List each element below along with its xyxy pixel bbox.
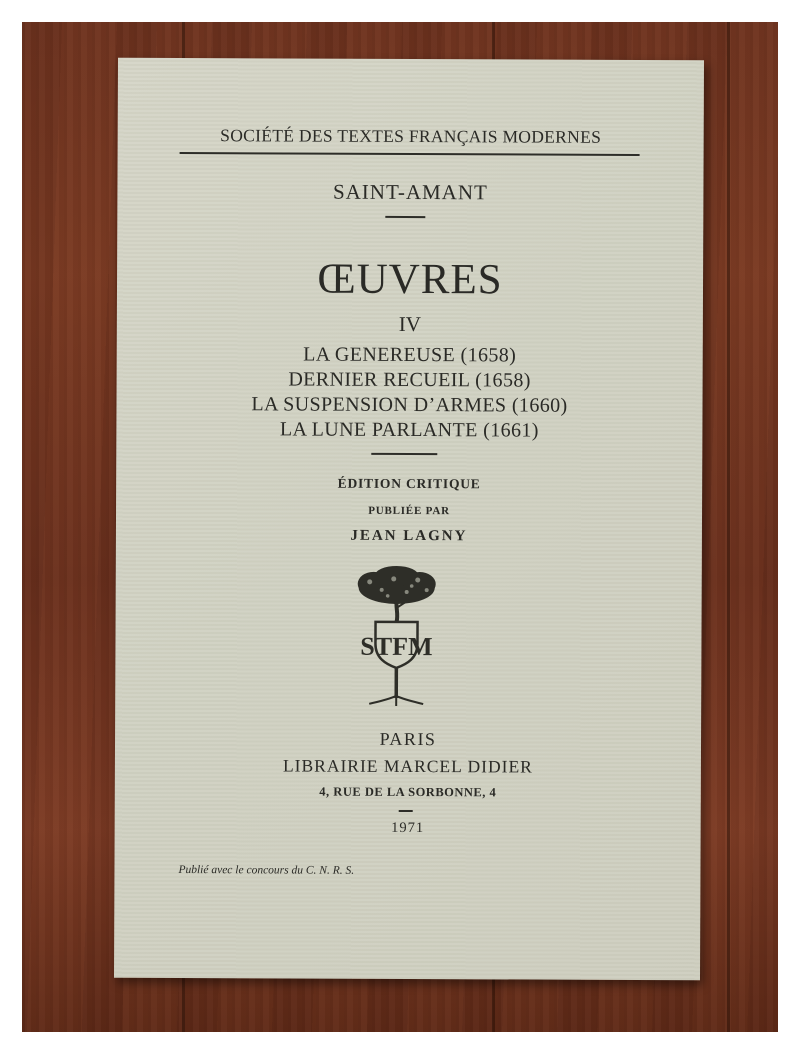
volume-number: IV	[398, 311, 421, 337]
board-seam	[727, 22, 730, 1032]
contents-rule	[371, 453, 437, 455]
contents-list	[116, 342, 702, 445]
contents-item: LA LUNE PARLANTE (1661)	[279, 418, 539, 442]
author-name: SAINT-AMANT	[332, 179, 488, 205]
author-rule	[385, 216, 425, 218]
publisher-name: LIBRAIRIE MARCEL DIDIER	[282, 755, 533, 777]
series-rule	[180, 152, 640, 156]
editor-name: JEAN LAGNY	[350, 527, 468, 545]
book-cover	[114, 58, 704, 981]
publisher-city: PARIS	[379, 728, 437, 750]
contents-item: DERNIER RECUEIL (1658)	[288, 368, 531, 392]
publisher-address: 4, RUE DE LA SORBONNE, 4	[319, 784, 497, 800]
published-by-label: PUBLIÉE PAR	[368, 504, 450, 518]
series-name: SOCIÉTÉ DES TEXTES FRANÇAIS MODERNES	[220, 125, 602, 147]
wood-table-background	[22, 22, 778, 1032]
book-title: ŒUVRES	[317, 255, 503, 304]
funding-credit: Publié avec le concours du C. N. R. S.	[178, 863, 355, 877]
edition-label: ÉDITION CRITIQUE	[337, 475, 481, 492]
year-rule	[399, 810, 413, 812]
emblem-monogram: STFM	[360, 631, 433, 662]
contents-item: LA GENEREUSE (1658)	[303, 343, 517, 367]
publication-year: 1971	[391, 819, 425, 837]
tree-shield-emblem-icon	[351, 564, 442, 714]
contents-item: LA SUSPENSION D’ARMES (1660)	[251, 393, 568, 417]
